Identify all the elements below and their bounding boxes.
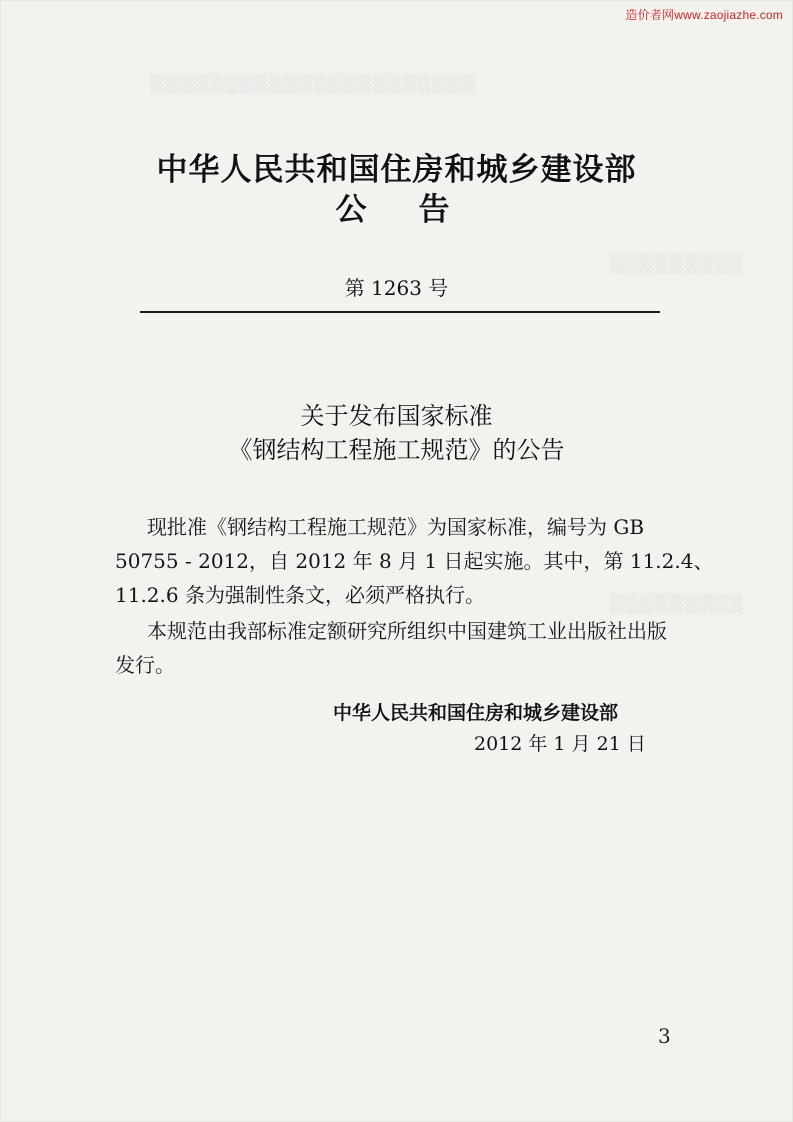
bleed-through-texture-right: ▒▒▒▒▒▒▒▒▒	[610, 254, 744, 275]
body-paragraph1-line3: 11.2.6 条为强制性条文，必须严格执行。	[115, 583, 485, 607]
body-paragraph1-line1: 现批准《钢结构工程施工规范》为国家标准，编号为 GB	[147, 515, 645, 539]
department-title: 中华人民共和国住房和城乡建设部	[156, 152, 637, 188]
site-watermark: 造价者网www.zaojiazhe.com	[625, 8, 783, 22]
body-paragraph2-line1: 本规范由我部标准定额研究所组织中国建筑工业出版社出版	[147, 619, 667, 643]
page-number: 3	[658, 1024, 671, 1048]
signature-date: 2012 年 1 月 21 日	[474, 733, 646, 755]
announcement-title-line2: 《钢结构工程施工规范》的公告	[228, 436, 565, 464]
bleed-through-texture: ▒▒▒▒▒▒▒▒▒▒▒▒▒▒▒▒▒▒▒▒▒▒	[150, 74, 477, 95]
notice-number: 第 1263 号	[344, 276, 449, 300]
bleed-through-texture-right-lower: ▒▒▒▒▒▒▒▒▒	[610, 594, 744, 615]
body-paragraph1-line2: 50755 - 2012，自 2012 年 8 月 1 日起实施。其中，第 11.2.4、	[115, 549, 714, 573]
announcement-title-line1: 关于发布国家标准	[300, 402, 493, 430]
header-divider	[140, 311, 660, 313]
body-paragraph2-line2: 发行。	[115, 653, 175, 677]
signature-organization: 中华人民共和国住房和城乡建设部	[333, 702, 619, 724]
notice-heading: 公告	[335, 192, 502, 228]
